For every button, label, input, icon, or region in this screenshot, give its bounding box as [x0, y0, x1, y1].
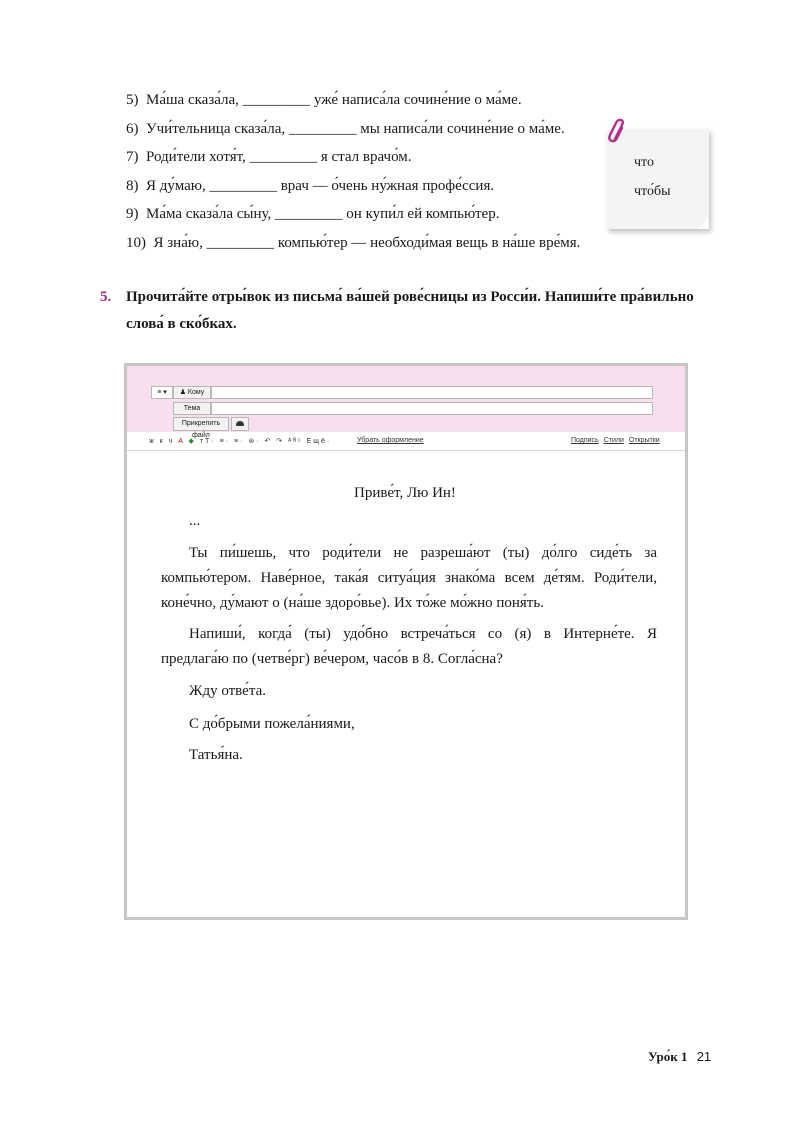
page-footer: [648, 1049, 711, 1065]
text-style-buttons[interactable]: ж к ч: [149, 438, 175, 445]
exercise-item: [126, 115, 580, 144]
cloud-attach-button[interactable]: [231, 417, 249, 431]
item-number: 7): [126, 149, 139, 165]
subject-input[interactable]: [211, 402, 653, 415]
letter-ellipsis: ...: [189, 513, 201, 529]
format-tools[interactable]: [149, 437, 331, 445]
page-number: 21: [696, 1049, 712, 1064]
note-folded-corner: [697, 217, 709, 229]
formatting-toolbar: [127, 434, 685, 451]
paperclip-icon: [606, 116, 630, 146]
subject-label: Тема: [173, 402, 211, 415]
item-number: 9): [126, 206, 139, 222]
exercise-sentence-list: [126, 86, 580, 257]
letter-line: коне́чно, ду́мают о (на́ше здоро́вье). Их то́же мо́жно поня́ть.: [161, 595, 544, 611]
item-text: Я зна́ю, _________ компью́тер — необходи́мая вещь в на́ше вре́мя.: [153, 234, 581, 251]
task-text-line: Прочита́йте отры́вок из письма́ ва́шей рове́сницы из Росси́и. Напиши́те пра́вильно: [126, 289, 694, 305]
exercise-item: [126, 143, 580, 172]
item-text: Учи́тельница сказа́ла, _________ мы написа́ли сочине́ние о ма́ме.: [146, 120, 565, 137]
email-compose-window: [124, 363, 688, 920]
signature-link[interactable]: Подпись: [571, 437, 599, 444]
lesson-label: Уро́к 1: [648, 1049, 688, 1064]
letter-signature: Татья́на.: [189, 747, 243, 763]
task-number: 5.: [100, 289, 112, 305]
postcards-link[interactable]: Открытки: [628, 437, 660, 444]
item-text: Я ду́маю, _________ врач — о́чень ну́жная профе́ссия.: [146, 177, 495, 194]
item-number: 10): [126, 234, 146, 251]
item-number: 8): [126, 177, 139, 194]
item-number: 6): [126, 120, 139, 137]
letter-line: компью́тером. Наве́рное, така́я ситуа́ция знако́ма всем де́тям. Роди́тели,: [161, 570, 657, 586]
item-text: Ма́ма сказа́ла сы́ну, _________ он купи́л ей компью́тер.: [146, 206, 500, 222]
more-format-buttons[interactable]: тТ· ≡· ≡· ⊜· ↶ ↷ ᴬᴮᶜ Ещё·: [199, 438, 332, 445]
item-text: Роди́тели хотя́т, _________ я стал врачо́м.: [146, 149, 412, 165]
styles-link[interactable]: Стили: [603, 437, 624, 444]
sender-select[interactable]: ≡ ▾: [151, 386, 173, 399]
letter-greeting: Приве́т, Лю Ин!: [354, 485, 456, 501]
cloud-icon: [236, 421, 244, 426]
toolbar-links: [571, 437, 665, 444]
task-text-line: слова́ в ско́бках.: [126, 316, 237, 332]
remove-format-link[interactable]: Убрать оформление: [357, 437, 424, 444]
exercise-item: [126, 200, 580, 229]
item-text: Ма́ша сказа́ла, _________ уже́ написа́ла сочине́ние о ма́ме.: [146, 92, 522, 108]
letter-closing: Жду отве́та.: [189, 683, 266, 699]
task-instruction: [100, 284, 720, 338]
word-bank-option: что́бы: [634, 184, 671, 199]
email-header: [127, 366, 685, 439]
item-number: 5): [126, 92, 139, 108]
letter-line: предлага́ю по (четве́рг) ве́чером, часо́в в 8. Согла́сна?: [161, 651, 503, 667]
to-input[interactable]: [211, 386, 653, 399]
exercise-item: [126, 172, 580, 201]
font-color-icon[interactable]: A: [178, 438, 185, 445]
letter-closing: С до́брыми пожела́ниями,: [189, 716, 355, 732]
exercise-item: [126, 229, 580, 258]
to-label: ♟ Кому: [173, 386, 211, 399]
attach-file-button[interactable]: Прикрепить файл: [173, 417, 229, 431]
letter-line: Напиши́, когда́ (ты) удо́бно встреча́ться со (я) в Интерне́те. Я: [189, 626, 657, 642]
word-bank-option: что: [634, 155, 654, 170]
highlight-color-icon[interactable]: ◆: [188, 438, 196, 445]
letter-line: Ты пи́шешь, что роди́тели не разреша́ют (ты) до́лго сиде́ть за: [189, 545, 657, 561]
exercise-item: [126, 86, 580, 115]
